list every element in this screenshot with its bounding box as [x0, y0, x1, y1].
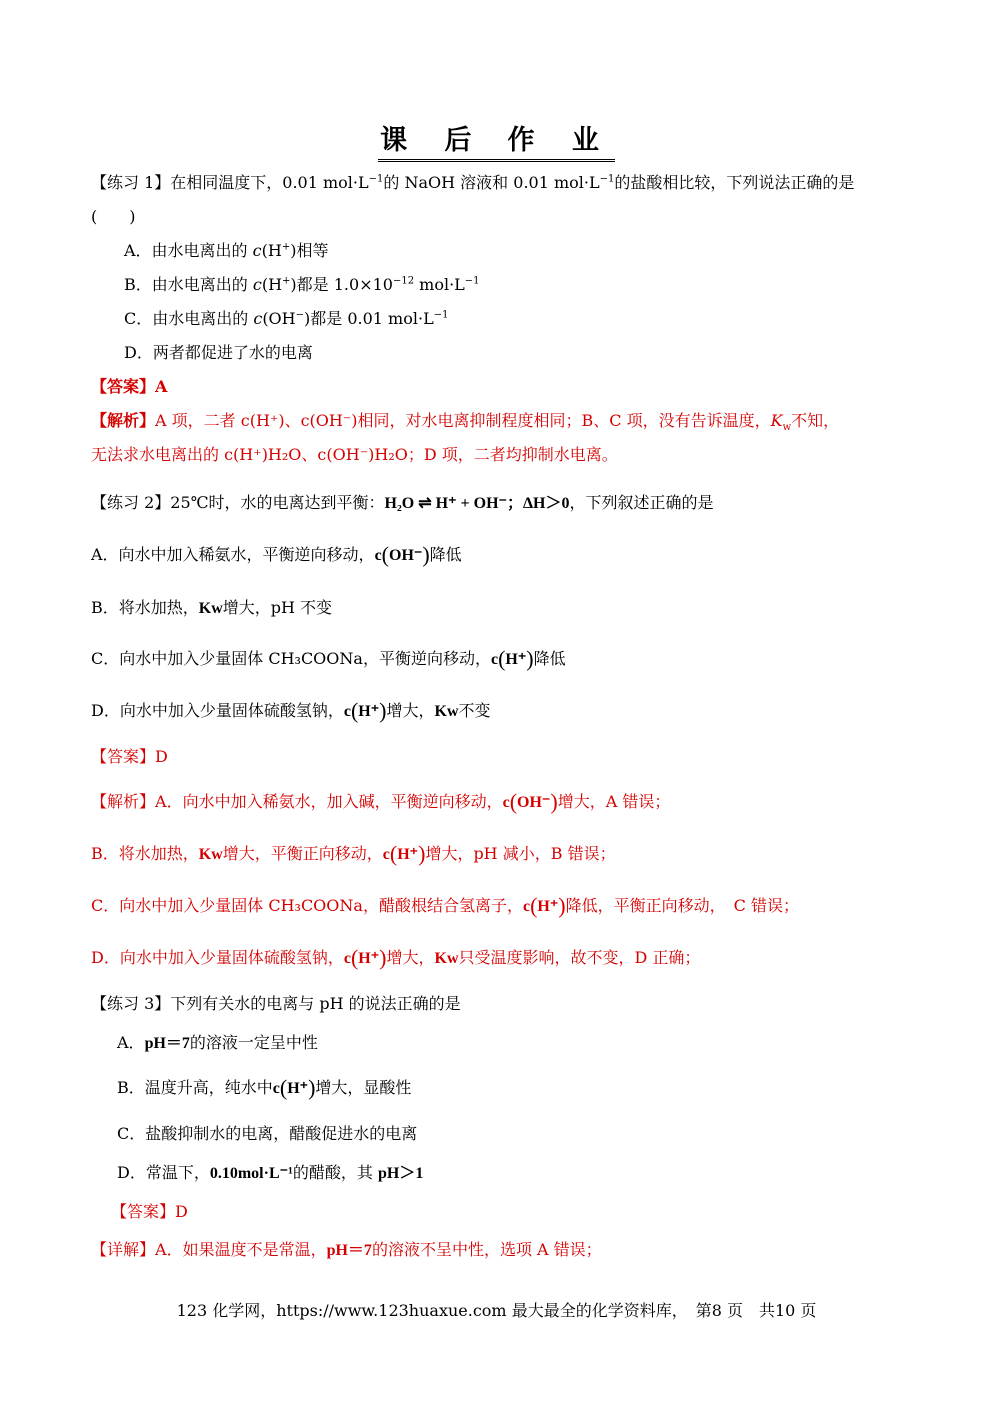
exercise-1-answer: 【答案】A: [91, 377, 168, 396]
exercise-2-stem: 【练习 2】25℃时，水的电离达到平衡：H₂O ⇌ H⁺ + OH⁻；ΔH＞0，下列叙述正确的是: [91, 493, 714, 512]
exercise-2-option-a: A．向水中加入稀氨水，平衡逆向移动，c(OH⁻)降低: [91, 542, 462, 567]
exercise-3-detail: 【详解】A．如果温度不是常温，pH＝7的溶液不呈中性，选项 A 错误；: [91, 1240, 602, 1259]
exercise-2-option-d: D．向水中加入少量固体硫酸氢钠，c(H⁺)增大，Kw不变: [91, 698, 491, 723]
exercise-1-answer-blank: ( ): [91, 207, 136, 226]
exercise-2-analysis-b: B．将水加热，Kw增大，平衡正向移动，c(H⁺)增大，pH 减小，B 错误；: [91, 841, 616, 866]
exercise-3-option-b: B．温度升高，纯水中c(H⁺)增大，显酸性: [117, 1075, 412, 1100]
exercise-2-analysis-a: 【解析】A．向水中加入稀氨水，加入碱，平衡逆向移动，c(OH⁻)增大，A 错误；: [91, 789, 671, 814]
exercise-1-analysis-line-1: 【解析】A 项，二者 c(H⁺)、c(OH⁻)相同，对水电离抑制程度相同；B、C 项，没有告诉温度，$K_w$不知，: [91, 411, 840, 434]
exercise-3-option-a: A．pH＝7的溶液一定呈中性: [117, 1033, 318, 1052]
exercise-2-option-b: B．将水加热，Kw增大，pH 不变: [91, 598, 333, 617]
exercise-1-option-d: D．两者都促进了水的电离: [124, 343, 313, 362]
exercise-1-option-c: C．由水电离出的 c(OH−)都是 0.01 $mol\cdot L^{-1}$: [124, 309, 449, 328]
exercise-1-stem: 【练习 1】在相同温度下，0.01 $mol\cdot L^{-1}$的 NaOH 溶液和 0.01 $mol\cdot L^{-1}$的盐酸相比较，下列说法正确的是: [91, 173, 855, 192]
exercise-2-answer: 【答案】D: [91, 747, 168, 766]
exercise-1-option-b: B．由水电离出的 c(H+)都是 $1.0\times 10^{-12}$ $mol\cdot L^{-1}$: [124, 275, 480, 294]
exercise-2-option-c: C．向水中加入少量固体 CH₃COONa，平衡逆向移动，c(H⁺)降低: [91, 646, 566, 671]
equilibrium-equation: H₂O ⇌ H⁺ + OH⁻: [384, 495, 507, 512]
exercise-3-answer: 【答案】D: [111, 1202, 188, 1221]
exercise-1-option-a: A．由水电离出的 c(H+)相等: [124, 241, 329, 260]
page-footer: 123 化学网，https://www.123huaxue.com 最大最全的化学资料库， 第8 页 共10 页: [176, 1301, 817, 1320]
exercise-3-stem: 【练习 3】下列有关水的电离与 pH 的说法正确的是: [91, 994, 461, 1013]
exercise-2-analysis-d: D．向水中加入少量固体硫酸氢钠，c(H⁺)增大，Kw只受温度影响，故不变，D 正确；: [91, 945, 701, 970]
page-title: 课 后 作 业: [0, 118, 993, 157]
exercise-2-analysis-c: C．向水中加入少量固体 CH₃COONa，醋酸根结合氢离子，c(H⁺)降低，平衡正向移动， C 错误；: [91, 893, 799, 918]
exercise-1-analysis-line-2: 无法求水电离出的 c(H⁺)H₂O、c(OH⁻)H₂O；D 项，二者均抑制水电离。: [91, 445, 618, 464]
exercise-3-option-c: C．盐酸抑制水的电离，醋酸促进水的电离: [117, 1124, 418, 1143]
exercise-3-option-d: D．常温下，0.10mol·L⁻¹的醋酸，其 pH＞1: [117, 1163, 424, 1182]
